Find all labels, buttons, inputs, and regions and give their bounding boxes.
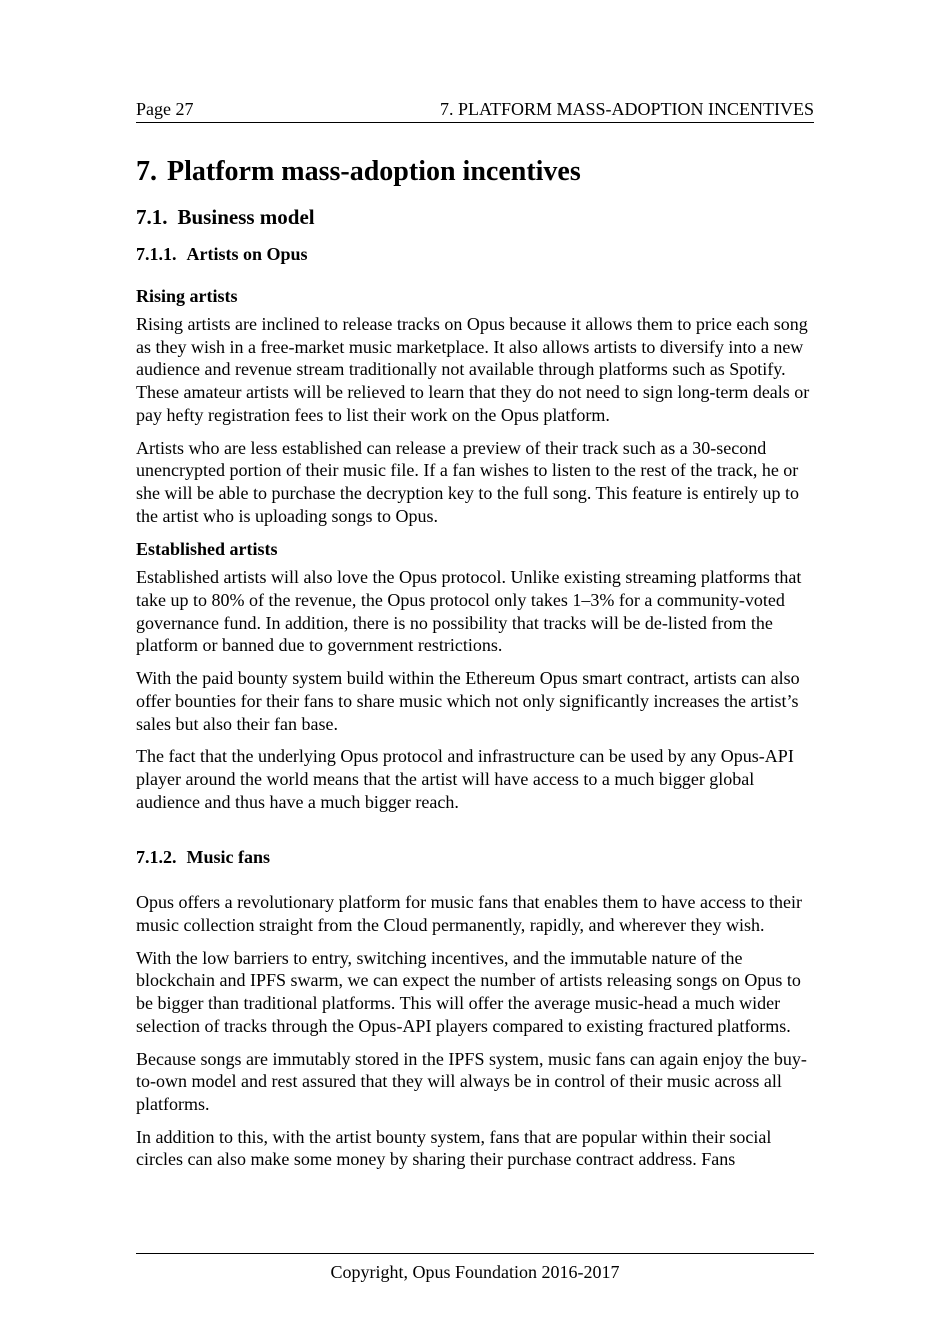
chapter-title: Platform mass-adoption incentives xyxy=(167,156,581,187)
paragraph-heading-established-artists: Established artists xyxy=(136,539,278,560)
running-header xyxy=(136,98,814,123)
paragraph: With the low barriers to entry, switching incentives, and the immutable nature of the blockchain and IPFS swarm, we can expect the number of artists releasing songs on Opus to be bigger than traditional platforms. This will offer the average music-head a much wider selection of tracks through the Opus-API players compared to existing fractured platforms. xyxy=(136,947,801,1036)
paragraph: Because songs are immutably stored in the IPFS system, music fans can again enjoy the buy-to-own model and rest assured that they will always be in control of their music across all platforms. xyxy=(136,1048,807,1114)
subsection-title: Artists on Opus xyxy=(186,244,308,264)
paragraph: Rising artists are inclined to release tracks on Opus because it allows them to price each song as they wish in a free-market music marketplace. It also allows artists to diversify into a new audience and revenue stream traditionally not available through platforms such as Spotify. These amateur artists will be relieved to learn that they do not need to sign long-term deals or pay hefty registration fees to list their work on the Opus platform. xyxy=(136,314,810,425)
section-number: 7.1. xyxy=(136,205,168,229)
subsection-title: Music fans xyxy=(186,847,271,868)
paragraph: With the paid bounty system build within the Ethereum Opus smart contract, artists can also offer bounties for their fans to share music which not only significantly increases the artist’s sales but also their fan base. xyxy=(136,668,800,734)
page-number: Page 27 xyxy=(136,99,194,119)
section-title: Business model xyxy=(177,205,315,229)
paragraph: Established artists will also love the Opus protocol. Unlike existing streaming platforms that take up to 80% of the revenue, the Opus protocol only takes 1–3% for a community-voted governance fund. In addition, there is no possibility that tracks will be de-listed from the platform or banned due to government restrictions. xyxy=(136,567,802,656)
paragraph: In addition to this, with the artist bounty system, fans that are popular within their social circles can also make some money by sharing their purchase contract address. Fans xyxy=(136,1126,772,1170)
paragraph-heading-rising-artists: Rising artists xyxy=(136,286,238,306)
subsection-heading-music-fans xyxy=(136,845,816,869)
chapter-heading xyxy=(136,154,816,190)
subsection-heading-artists xyxy=(136,242,816,266)
page-footer: Copyright, Opus Foundation 2016-2017 xyxy=(330,1262,620,1282)
section-heading xyxy=(136,203,816,231)
page-content xyxy=(136,154,816,1181)
footer-divider xyxy=(136,1253,814,1254)
running-chapter-title: 7. PLATFORM MASS-ADOPTION INCENTIVES xyxy=(439,99,814,119)
paragraph: The fact that the underlying Opus protocol and infrastructure can be used by any Opus-API player around the world means that the artist will have access to a much bigger global audience and thus have a much bigger reach. xyxy=(136,746,794,812)
chapter-number: 7. xyxy=(136,156,157,187)
subsection-number: 7.1.1. xyxy=(136,244,177,264)
paragraph: Opus offers a revolutionary platform for music fans that enables them to have access to their music collection straight from the Cloud permanently, rapidly, and wherever they wish. xyxy=(136,892,802,936)
subsection-number: 7.1.2. xyxy=(136,847,177,868)
paragraph: Artists who are less established can release a preview of their track such as a 30-second unencrypted portion of their music file. If a fan wishes to listen to the rest of the track, he or she will be able to purchase the decryption key to the full song. This feature is entirely up to the artist who is uploading songs to Opus. xyxy=(136,437,799,526)
